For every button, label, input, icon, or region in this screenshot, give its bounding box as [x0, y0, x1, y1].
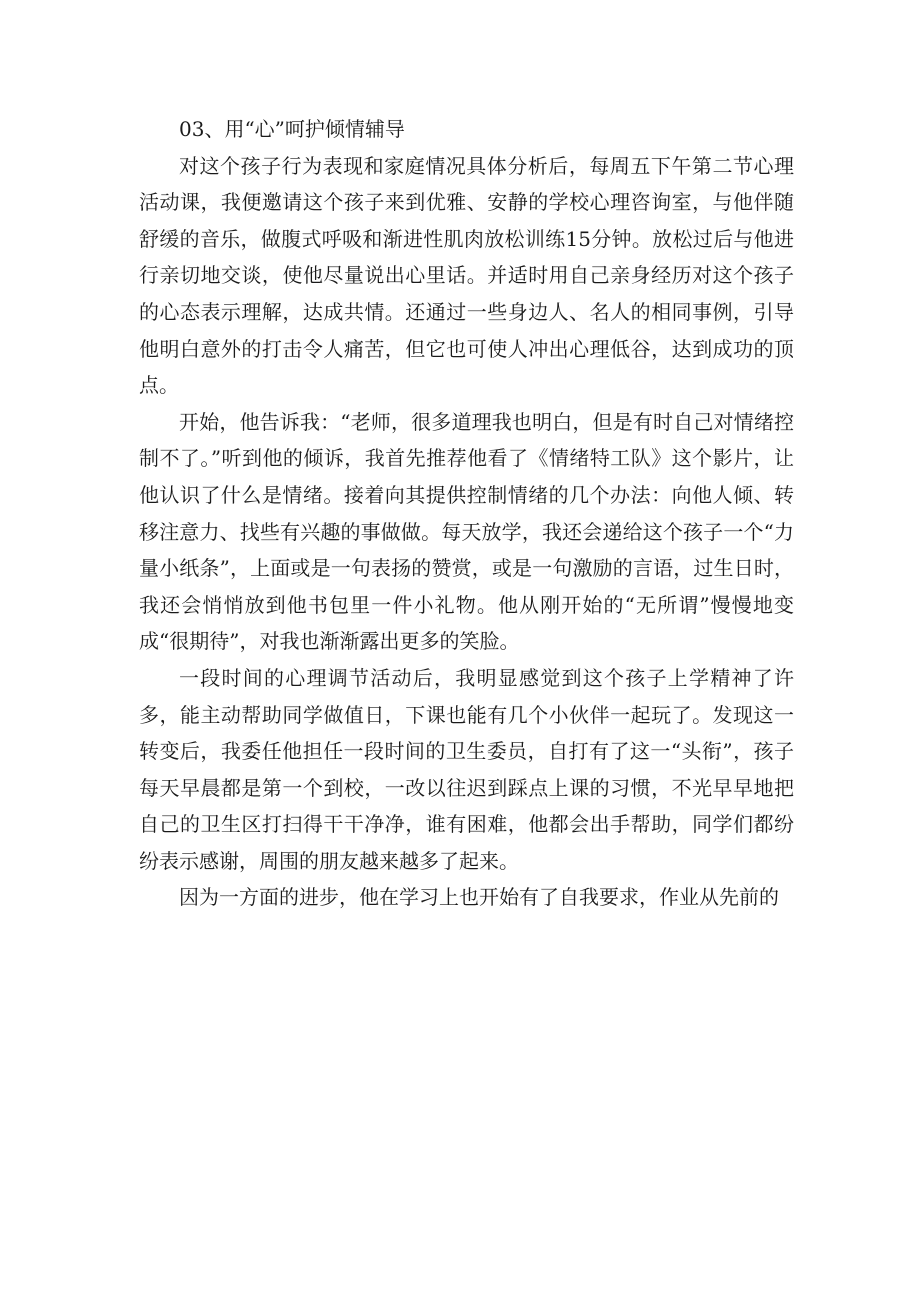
paragraph-4: 因为一方面的进步，他在学习上也开始有了自我要求，作业从先前的 — [179, 885, 779, 910]
section-heading: 03、用“心”呵护倾情辅导 — [179, 117, 405, 141]
document-body — [139, 111, 794, 916]
paragraph-2: 开始，他告诉我：“老师，很多道理我也明白，但是有时自己对情绪控制不了。”听到他的倾诉，我首先推荐他看了《情绪特工队》这个影片，让他认识了什么是情绪。接着向其提供控制情绪的几个办法：向他人倾、转移注意力、找些有兴趣的事做做。每天放学，我还会递给这个孩子一个“力量小纸条”，上面或是一句表扬的赞赏，或是一句激励的言语，过生日时，我还会悄悄放到他书包里一件小礼物。他从刚开始的“无所谓”慢慢地变成“很期待”，对我也渐渐露出更多的笑脸。 — [139, 409, 794, 654]
paragraph-3: 一段时间的心理调节活动后，我明显感觉到这个孩子上学精神了许多，能主动帮助同学做值日，下课也能有几个小伙伴一起玩了。发现这一转变后，我委任他担任一段时间的卫生委员，自打有了这一“头衔”，孩子每天早晨都是第一个到校，一改以往迟到踩点上课的习惯，不光早早地把自己的卫生区打扫得干干净净，谁有困难，他都会出手帮助，同学们都纷纷表示感谢，周围的朋友越来越多了起来。 — [139, 665, 794, 873]
paragraph-1: 对这个孩子行为表现和家庭情况具体分析后，每周五下午第二节心理活动课，我便邀请这个孩子来到优雅、安静的学校心理咨询室，与他伴随舒缓的音乐，做腹式呼吸和渐进性肌肉放松训练15分钟。放松过后与他进行亲切地交谈，使他尽量说出心里话。并适时用自己亲身经历对这个孩子的心态表示理解，达成共情。还通过一些身边人、名人的相同事例，引导他明白意外的打击令人痛苦，但它也可使人冲出心理低谷，达到成功的顶点。 — [139, 153, 794, 398]
